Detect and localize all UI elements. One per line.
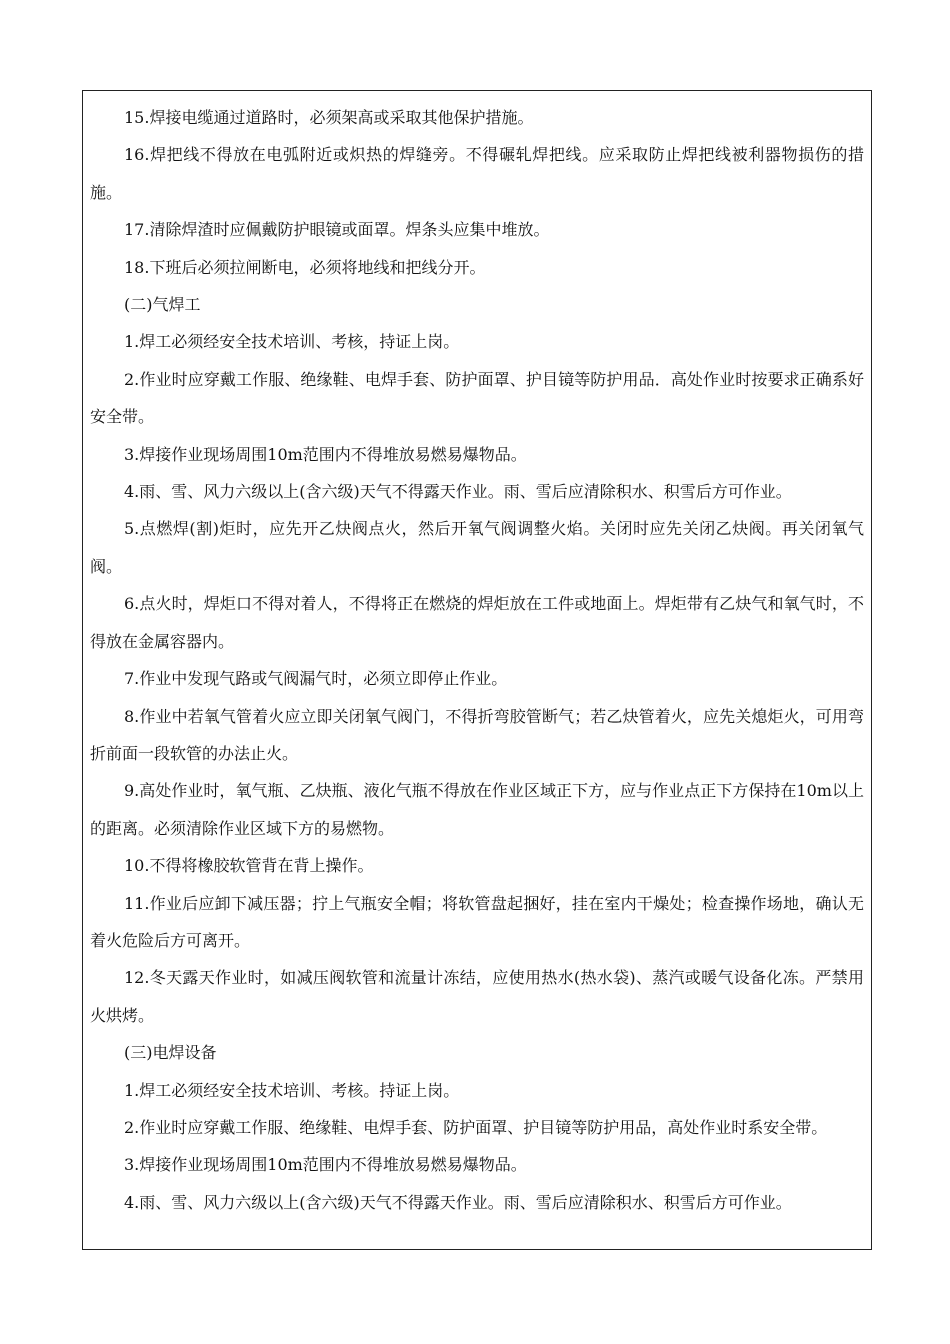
- paragraph-16: 16.焊把线不得放在电弧附近或炽热的焊缝旁。不得碾轧焊把线。应采取防止焊把线被利器物损伤的措施。: [90, 145, 864, 202]
- gas-welder-item-12: 12.冬天露天作业时，如减压阀软管和流量计冻结，应使用热水(热水袋)、蒸汽或暖气设备化冻。严禁用火烘烤。: [90, 968, 864, 1025]
- gas-welder-item-6: 6.点火时，焊炬口不得对着人，不得将正在燃烧的焊炬放在工件或地面上。焊炬带有乙炔气和氧气时，不得放在金属容器内。: [90, 594, 864, 651]
- gas-welder-item-11: 11.作业后应卸下减压器；拧上气瓶安全帽；将软管盘起捆好，挂在室内干燥处；检查操作场地，确认无着火危险后方可离开。: [90, 893, 864, 950]
- gas-welder-item-1: 1.焊工必须经安全技术培训、考核，持证上岗。: [124, 332, 460, 352]
- paragraph-15: 15.焊接电缆通过道路时，必须架高或采取其他保护措施。: [124, 108, 534, 127]
- section-heading-gas-welder: (二)气焊工: [124, 295, 201, 315]
- document-body: [90, 99, 864, 1221]
- gas-welder-item-8: 8.作业中若氧气管着火应立即关闭氧气阀门，不得折弯胶管断气；若乙炔管着火，应先关熄炬火，可用弯折前面一段软管的办法止火。: [90, 706, 864, 763]
- gas-welder-item-7: 7.作业中发现气路或气阀漏气时，必须立即停止作业。: [124, 669, 508, 689]
- gas-welder-item-2: 2.作业时应穿戴工作服、绝缘鞋、电焊手套、防护面罩、护目镜等防护用品．高处作业时按要求正确系好安全带。: [90, 369, 864, 427]
- paragraph-17: 17.清除焊渣时应佩戴防护眼镜或面罩。焊条头应集中堆放。: [124, 220, 550, 240]
- electric-welding-item-1: 1.焊工必须经安全技术培训、考核。持证上岗。: [124, 1080, 460, 1100]
- electric-welding-item-2: 2.作业时应穿戴工作服、绝缘鞋、电焊手套、防护面罩、护目镜等防护用品，高处作业时系安全带。: [124, 1117, 828, 1137]
- paragraph-18: 18.下班后必须拉闸断电，必须将地线和把线分开。: [124, 257, 486, 277]
- gas-welder-item-4: 4.雨、雪、风力六级以上(含六级)天气不得露天作业。雨、雪后应清除积水、积雪后方可作业。: [124, 482, 792, 502]
- electric-welding-item-3: 3.焊接作业现场周围10m范围内不得堆放易燃易爆物品。: [124, 1155, 527, 1175]
- electric-welding-item-4: 4.雨、雪、风力六级以上(含六级)天气不得露天作业。雨、雪后应清除积水、积雪后方可作业。: [124, 1192, 792, 1212]
- gas-welder-item-9: 9.高处作业时，氧气瓶、乙炔瓶、液化气瓶不得放在作业区域正下方，应与作业点正下方保持在10m以上的距离。必须清除作业区域下方的易燃物。: [90, 781, 864, 838]
- section-heading-electric-welding: (三)电焊设备: [124, 1043, 217, 1063]
- gas-welder-item-10: 10.不得将橡胶软管背在背上操作。: [124, 856, 374, 876]
- gas-welder-item-5: 5.点燃焊(割)炬时，应先开乙炔阀点火，然后开氧气阀调整火焰。关闭时应先关闭乙炔阀。再关闭氧气阀。: [90, 519, 864, 576]
- gas-welder-item-3: 3.焊接作业现场周围10m范围内不得堆放易燃易爆物品。: [124, 444, 527, 464]
